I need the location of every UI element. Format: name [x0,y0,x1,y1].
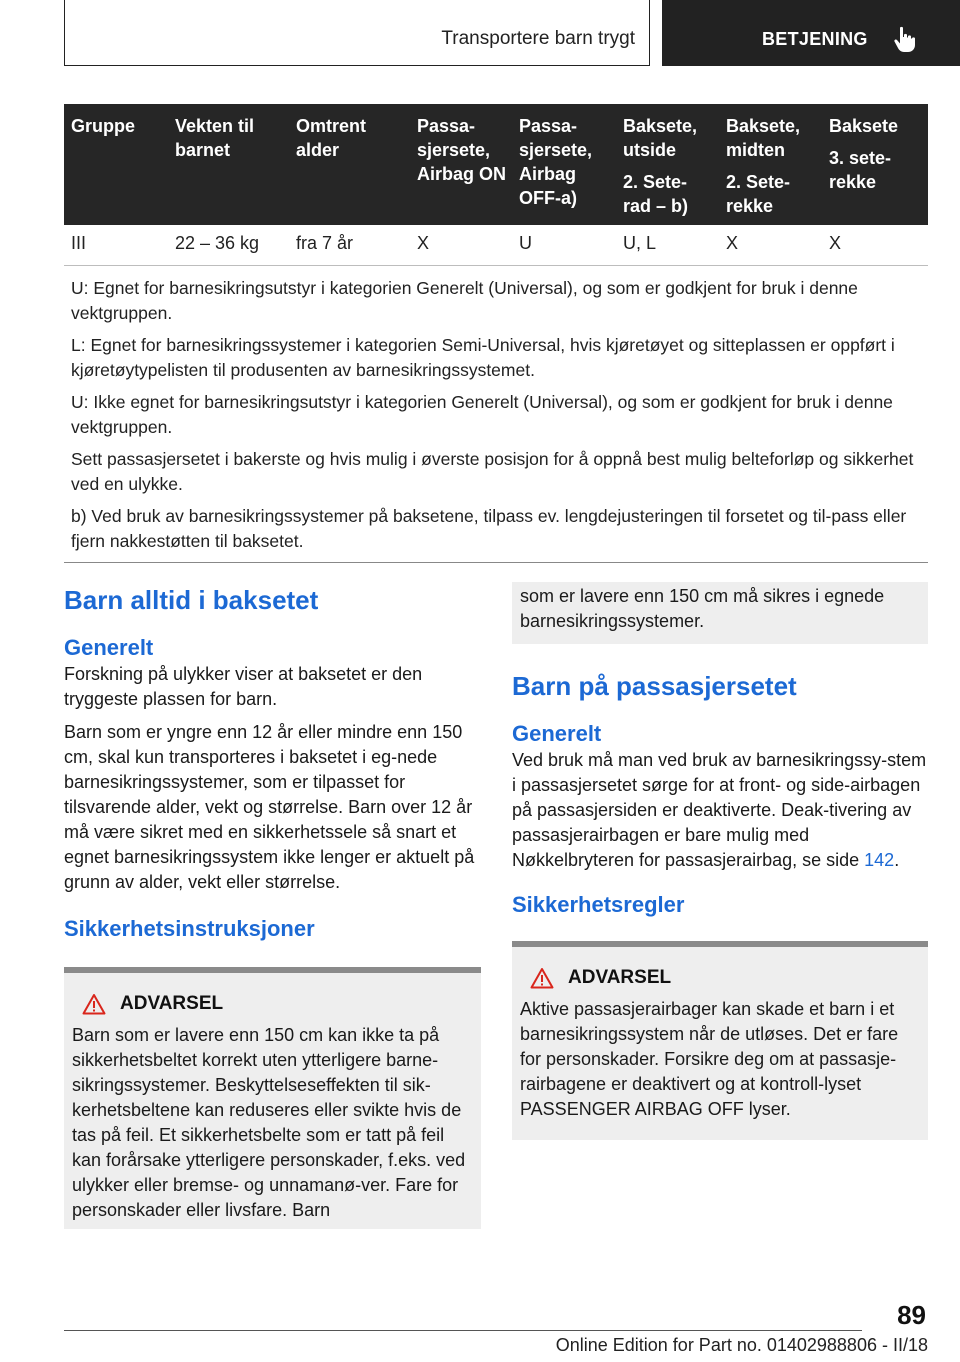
warning-label: ADVARSEL [568,967,672,988]
table-header-cell: Gruppe [64,104,168,225]
table-cell: X [410,225,512,265]
table-header-cell: Vekten til barnet [168,104,289,225]
table-cell: X [822,225,928,265]
warning-continuation-text: som er lavere enn 150 cm må sikres i egnede barnesikringssystemer. [520,586,885,631]
table-note: L: Egnet for barnesikringssystemer i kategorien Semi-Universal, hvis kjøretøyet og sitteplassen er oppført i kjøretøytypelisten til produsenten av barnesikringssystemet. [71,334,895,380]
warning-text: Barn som er lavere enn 150 cm kan ikke ta på sikkerhetsbeltet korrekt uten ytterligere barne-sikringssystemer. Beskyttelseseffekten til sik-kerhetsbeltene kan reduseres eller svikte hvis de tas på feil. Et sikkerhetsbelte som er tatt på feil kan forårsake ytterligere personskader, f.eks. ved ulykker eller bremse- og unnamanø-ver. Fare for personskader eller livsfare. Barn [72,1025,466,1220]
table-header-cell: Baksete, midten 2. Sete-rekke [719,104,822,225]
subheading-generelt: Generelt [64,635,154,660]
warning-label: ADVARSEL [120,993,224,1014]
warning-triangle-icon [82,993,106,1015]
table-header-cell: Passa-sjersete, Airbag OFF-a) [512,104,616,225]
table-cell: III [64,225,168,265]
table-header-cell: Omtrent alder [289,104,410,225]
table-cell: X [719,225,822,265]
table-row [64,225,928,265]
section-title-rear-seat: Barn alltid i baksetet [64,585,319,615]
table-note: U: Egnet for barnesikringsutstyr i kategorien Generelt (Universal), og som er godkjent for bruk i denne vektgruppen. [71,277,858,323]
warning-header [520,967,920,989]
header-chapter-title: BETJENING [762,29,868,49]
footer-divider [64,1330,862,1331]
paragraph: Ved bruk må man ved bruk av barnesikringssy-stem i passasjersetet sørge for at front- og side-airbagen på passasjersiden er deaktiverte. Deak-tivering av passasjerairbagen er bare mulig med Nøkkelbryteren for passasjerairbag, se side 142. [512,750,927,870]
warning-box [512,941,928,1140]
subheading-generelt: Generelt [512,721,602,746]
page-number: 89 [897,1300,926,1330]
table-header-cell: Baksete, utside 2. Sete-rad – b) [616,104,719,225]
table-note: b) Ved bruk av barnesikringssystemer på baksetene, tilpass ev. lengdejusteringen til forsetet og til-pass eller fjern nakkestøtten til baksetet. [71,505,907,551]
header-section-box [64,0,650,66]
table-header-row [64,104,928,225]
hand-pointer-icon [890,24,920,54]
paragraph: Barn som er yngre enn 12 år eller mindre enn 150 cm, skal kun transporteres i baksetet i eg-nede barnesikringssystemer, som er tilpasset for tilsvarende alder, vekt og størrelse. Barn over 12 år må være sikret med en sikkerhetssele så snart et egnet barnesikringssystem ikke lenger er aktuelt på grunn av alder, vekt eller størrelse. [64,722,475,892]
table-notes-cell [64,265,928,562]
footer-edition-text: Online Edition for Part no. 01402988806 - II/18 [555,1335,928,1355]
section-title-passenger-seat: Barn på passasjersetet [512,671,797,701]
right-column [512,582,928,1140]
warning-header [72,993,473,1015]
header-chapter-box [662,0,960,66]
warning-triangle-icon [530,967,554,989]
table-notes-row [64,265,928,562]
table-cell: 22 – 36 kg [168,225,289,265]
table-note: Sett passasjersetet i bakerste og hvis mulig i øverste posisjon for å oppnå best mulig belteforløp og sikkerhet ved en ulykke. [71,448,914,494]
warning-continuation-box [512,582,928,644]
table-header-cell: Baksete 3. sete-rekke [822,104,928,225]
table-cell: fra 7 år [289,225,410,265]
table-cell: U, L [616,225,719,265]
left-column [64,584,481,1229]
child-seat-group-table [64,104,928,563]
table-cell: U [512,225,616,265]
table-note: U: Ikke egnet for barnesikringsutstyr i kategorien Generelt (Universal), og som er godkjent for bruk i denne vektgruppen. [71,391,893,437]
subheading-safety-instructions: Sikkerhetsinstruksjoner [64,916,315,941]
subheading-safety-rules: Sikkerhetsregler [512,892,685,917]
paragraph: Forskning på ulykker viser at baksetet er den tryggeste plassen for barn. [64,664,423,709]
warning-text: Aktive passasjerairbager kan skade et barn i et barnesikringssystem når de utløses. Det er fare for personskader. Forsikre deg om at passasje-rairbagene er deaktivert og at kontroll-lyset PASSENGER AIRBAG OFF lyser. [520,999,899,1119]
table-header-cell: Passa-sjersete, Airbag ON [410,104,512,225]
page-reference-link[interactable]: 142 [864,850,895,870]
warning-box [64,967,481,1229]
header-section-title: Transportere barn trygt [441,28,635,49]
